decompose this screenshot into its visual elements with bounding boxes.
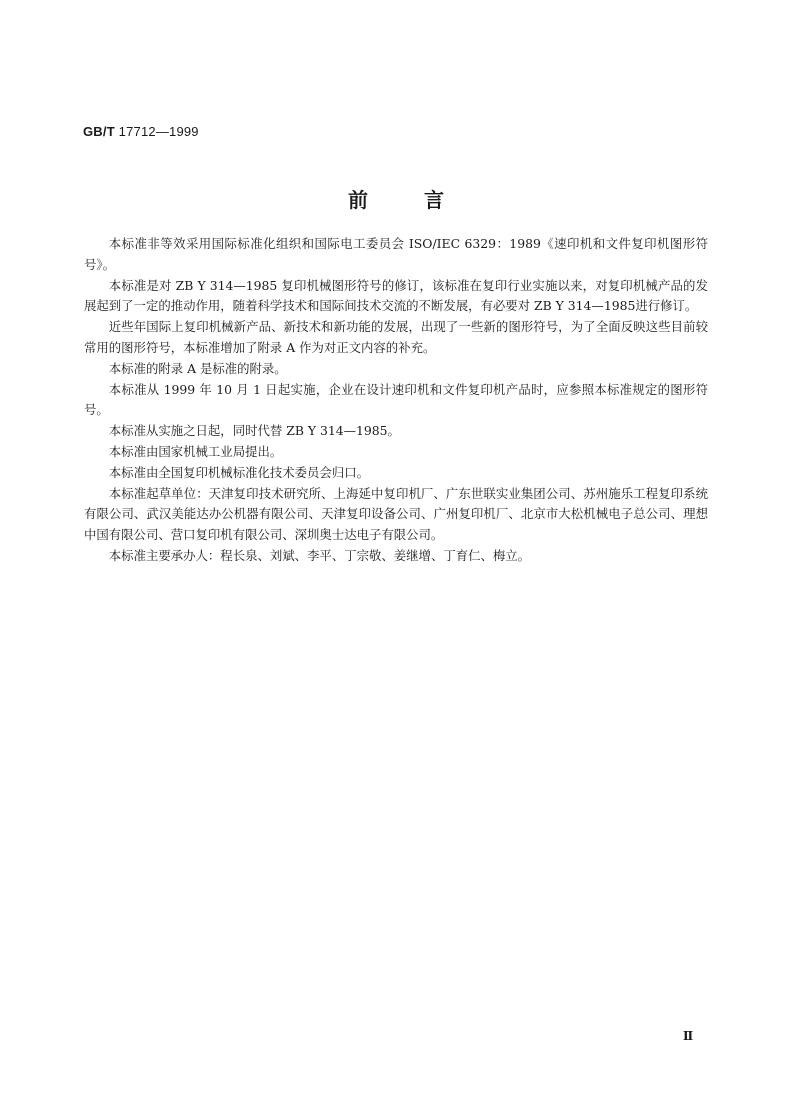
paragraph-centralized-by: 本标准由全国复印机械标准化技术委员会归口。 [108,464,369,480]
standard-number: 17712—1999 [118,124,199,139]
paragraph-drafting-units: 本标准起草单位：天津复印技术研究所、上海延中复印机厂、广东世联实业集团公司、苏州施乐工程复印系统有限公司、武汉美能达办公机器有限公司、天津复印设备公司、广州复印机厂、北京市大松机械电子总公司、理想中国有限公司、营口复印机有限公司、深圳奥士达电子有限公司。 [84,485,708,543]
paragraph-drafters: 本标准主要承办人：程长泉、刘斌、李平、丁宗敬、姜继增、丁育仁、梅立。 [108,547,531,563]
paragraph-revision: 本标准是对 ZB Y 314—1985 复印机械图形符号的修订，该标准在复印行业实施以来，对复印机械产品的发展起到了一定的推动作用，随着科学技术和国际间技术交流的不断发展，有必要对 ZB Y 314—1985进行修订。 [84,277,708,314]
standard-code-header [83,124,199,139]
page-title: 前言 [348,188,500,212]
paragraph-effective-date: 本标准从 1999 年 10 月 1 日起实施，企业在设计速印机和文件复印机产品时，应参照本标准规定的图形符号。 [84,381,708,418]
page-number: Ⅱ [683,1029,694,1043]
standard-prefix: GB/T [83,124,115,139]
paragraph-proposed-by: 本标准由国家机械工业局提出。 [108,443,283,459]
paragraph-appendix: 本标准的附录 A 是标准的附录。 [108,360,287,376]
foreword-body [84,234,708,567]
paragraph-replacement: 本标准从实施之日起，同时代替 ZB Y 314—1985。 [108,423,400,439]
paragraph-adoption: 本标准非等效采用国际标准化组织和国际电工委员会 ISO/IEC 6329：1989《速印机和文件复印机图形符号》。 [84,236,708,272]
paragraph-new-symbols: 近些年国际上复印机械新产品、新技术和新功能的发展，出现了一些新的图形符号，为了全面反映这些目前较常用的图形符号，本标准增加了附录 A 作为对正文内容的补充。 [84,319,708,355]
